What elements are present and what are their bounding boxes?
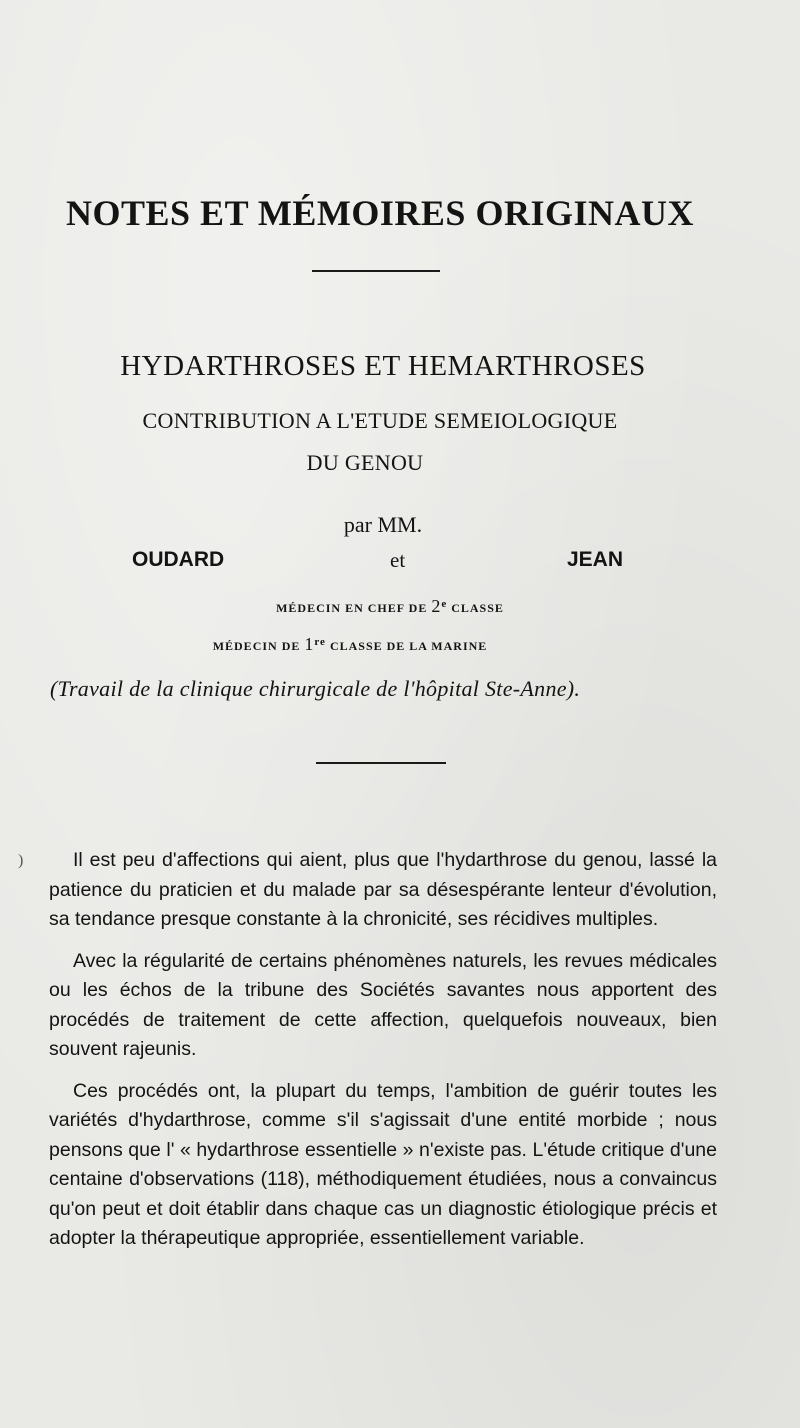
section-title: NOTES ET MÉMOIRES ORIGINAUX — [66, 193, 694, 233]
author-2-rank — [0, 634, 700, 655]
author-oudard: OUDARD — [132, 548, 225, 571]
affiliation-note: (Travail de la clinique chirurgicale de l'hôpital Ste-Anne). — [50, 676, 581, 701]
margin-mark: ) — [18, 852, 24, 869]
rank-2-prefix: MÉDECIN DE — [212, 639, 305, 653]
article-subtitle-line-2: DU GENOU — [306, 450, 424, 475]
rank-1-number: 2 — [431, 596, 442, 616]
author-jean: JEAN — [567, 548, 624, 571]
article-title: HYDARTHROSES ET HEMARTHROSES — [120, 350, 646, 382]
body-text — [49, 846, 717, 1266]
divider-rule — [316, 762, 446, 764]
rank-1-superscript: e — [441, 598, 448, 610]
divider-rule — [312, 270, 440, 272]
author-1-rank — [0, 596, 780, 617]
rank-2-number: 1 — [304, 634, 315, 654]
paragraph: Il est peu d'affections qui aient, plus que l'hydarthrose du genou, lassé la patience du praticien et du malade par sa désespérante lenteur d'évolution, sa tendance presque constante à la chronicité, ses récidives multiples. — [49, 849, 717, 930]
rank-2-suffix: CLASSE DE LA MARINE — [325, 639, 488, 653]
rank-1-prefix: MÉDECIN EN CHEF DE — [276, 601, 432, 615]
author-conjunction: et — [390, 548, 406, 572]
rank-1-suffix: CLASSE — [447, 601, 504, 615]
rank-2-superscript: re — [314, 636, 326, 648]
byline: par MM. — [343, 512, 423, 537]
paragraph: Avec la régularité de certains phénomènes naturels, les revues médicales ou les échos de la tribune des Sociétés savantes nous apportent des procédés de traitement de cette affection, quelquefois nouveaux, bien souvent rajeunis. — [49, 949, 717, 1060]
paragraph: Ces procédés ont, la plupart du temps, l'ambition de guérir toutes les variétés d'hydarthrose, comme s'il s'agissait d'une entité morbide ; nous pensons que l' « hydarthrose essentielle » n'existe pas. L'étude critique d'une centaine d'observations (118), méthodiquement étudiées, nous a convaincus qu'on peut et doit établir dans chaque cas un diagnostic étiologique précis et adopter la thérapeutique appropriée, essentiellement variable. — [49, 1079, 717, 1249]
article-subtitle-line-1: CONTRIBUTION A L'ETUDE SEMEIOLOGIQUE — [142, 408, 618, 433]
